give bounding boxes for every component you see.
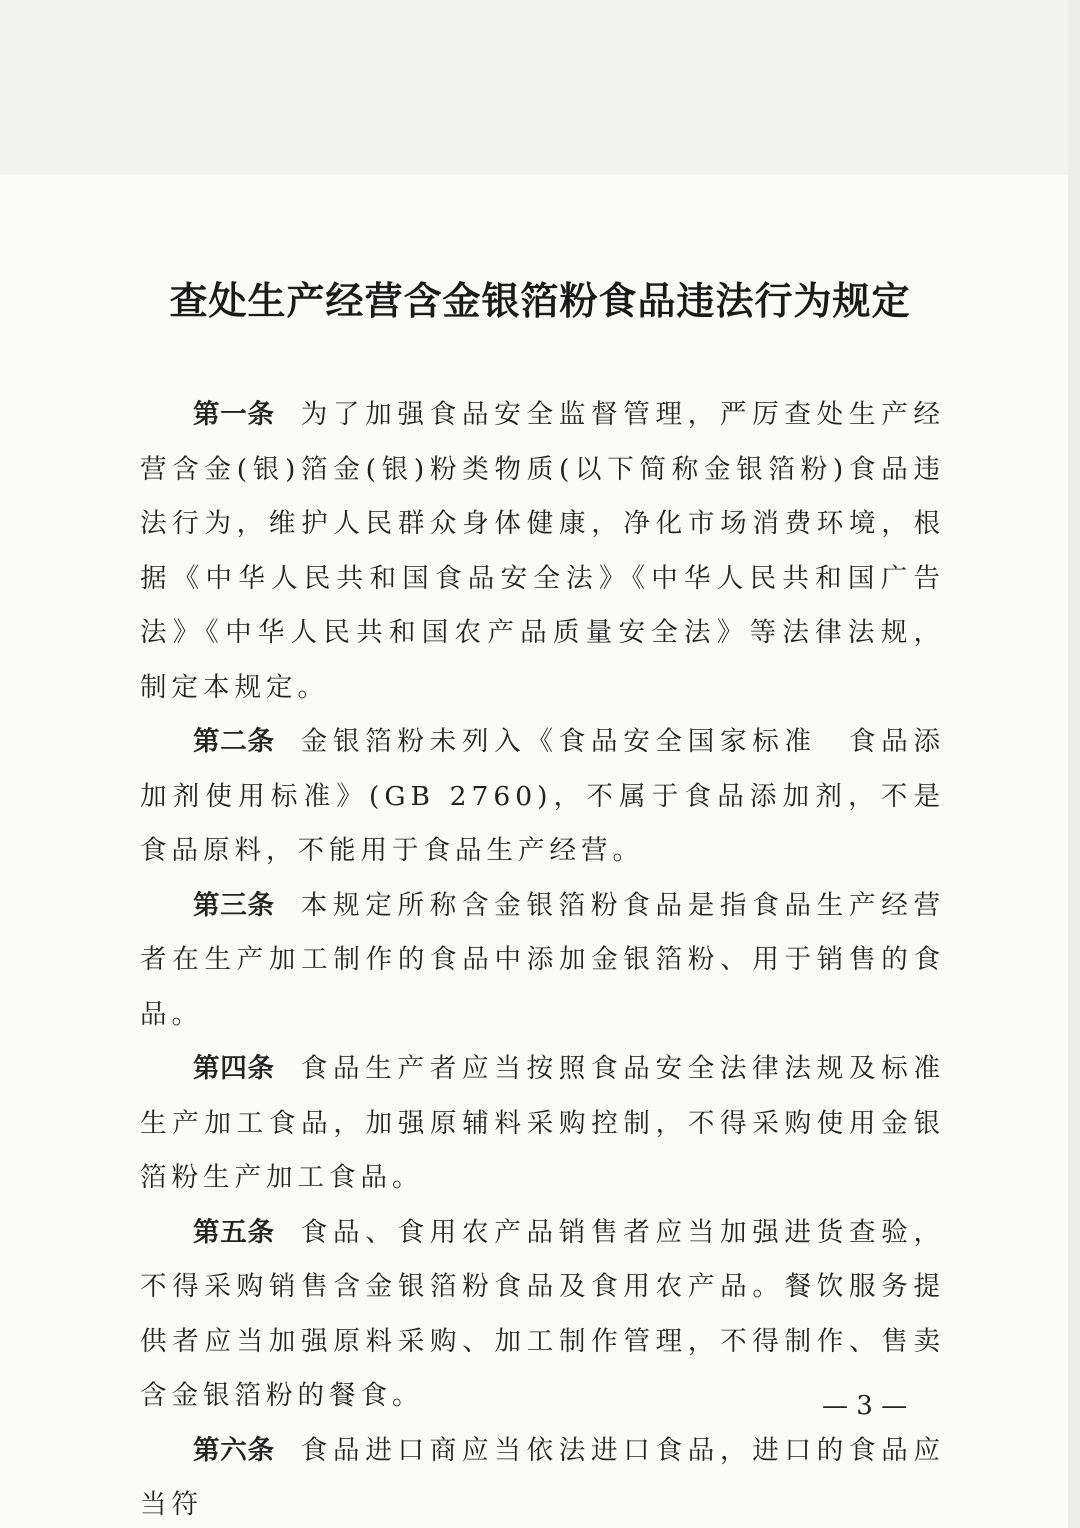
article-4-label: 第四条: [193, 1053, 275, 1084]
article-3-label: 第三条: [193, 889, 275, 921]
article-3: [140, 879, 945, 1043]
article-4: [140, 1042, 945, 1206]
article-1-label: 第一条: [193, 399, 275, 430]
document-title: 查处生产经营含金银箔粉食品违法行为规定: [169, 279, 911, 323]
document-body: [140, 388, 945, 1528]
article-5-text: 食品、食用农产品销售者应当加强进货查验，不得采购销售含金银箔粉食品及食用农产品。餐饮服务提供者应当加强原料采购、加工制作管理，不得制作、售卖含金银箔粉的餐食。: [140, 1216, 945, 1411]
scan-shadow-top: [0, 0, 1080, 175]
article-5-label: 第五条: [193, 1216, 275, 1248]
article-2: [140, 715, 945, 879]
article-6-text: 食品进口商应当依法进口食品，进口的食品应当符: [140, 1434, 945, 1520]
article-4-text: 食品生产者应当按照食品安全法律法规及标准生产加工食品，加强原辅料采购控制，不得采购使用金银箔粉生产加工食品。: [140, 1053, 945, 1193]
article-2-label: 第二条: [193, 726, 275, 757]
article-3-text: 本规定所称含金银箔粉食品是指食品生产经营者在生产加工制作的食品中添加金银箔粉、用于销售的食品。: [140, 889, 945, 1030]
article-2-text: 金银箔粉未列入《食品安全国家标准 食品添加剂使用标准》(GB 2760)，不属于食品添加剂，不是食品原料，不能用于食品生产经营。: [140, 726, 945, 866]
page-number: — 3 —: [822, 1391, 908, 1421]
article-1-text: 为了加强食品安全监督管理，严厉查处生产经营含金(银)箔金(银)粉类物质(以下简称金银箔粉)食品违法行为，维护人民群众身体健康，净化市场消费环境，根据《中华人民共和国食品安全法》《中华人民共和国广告法》《中华人民共和国农产品质量安全法》等法律法规，制定本规定。: [140, 399, 945, 703]
article-6-label: 第六条: [193, 1434, 275, 1466]
scan-shadow-right: [1068, 0, 1080, 1528]
article-1: [140, 388, 945, 715]
article-6: [140, 1424, 945, 1528]
